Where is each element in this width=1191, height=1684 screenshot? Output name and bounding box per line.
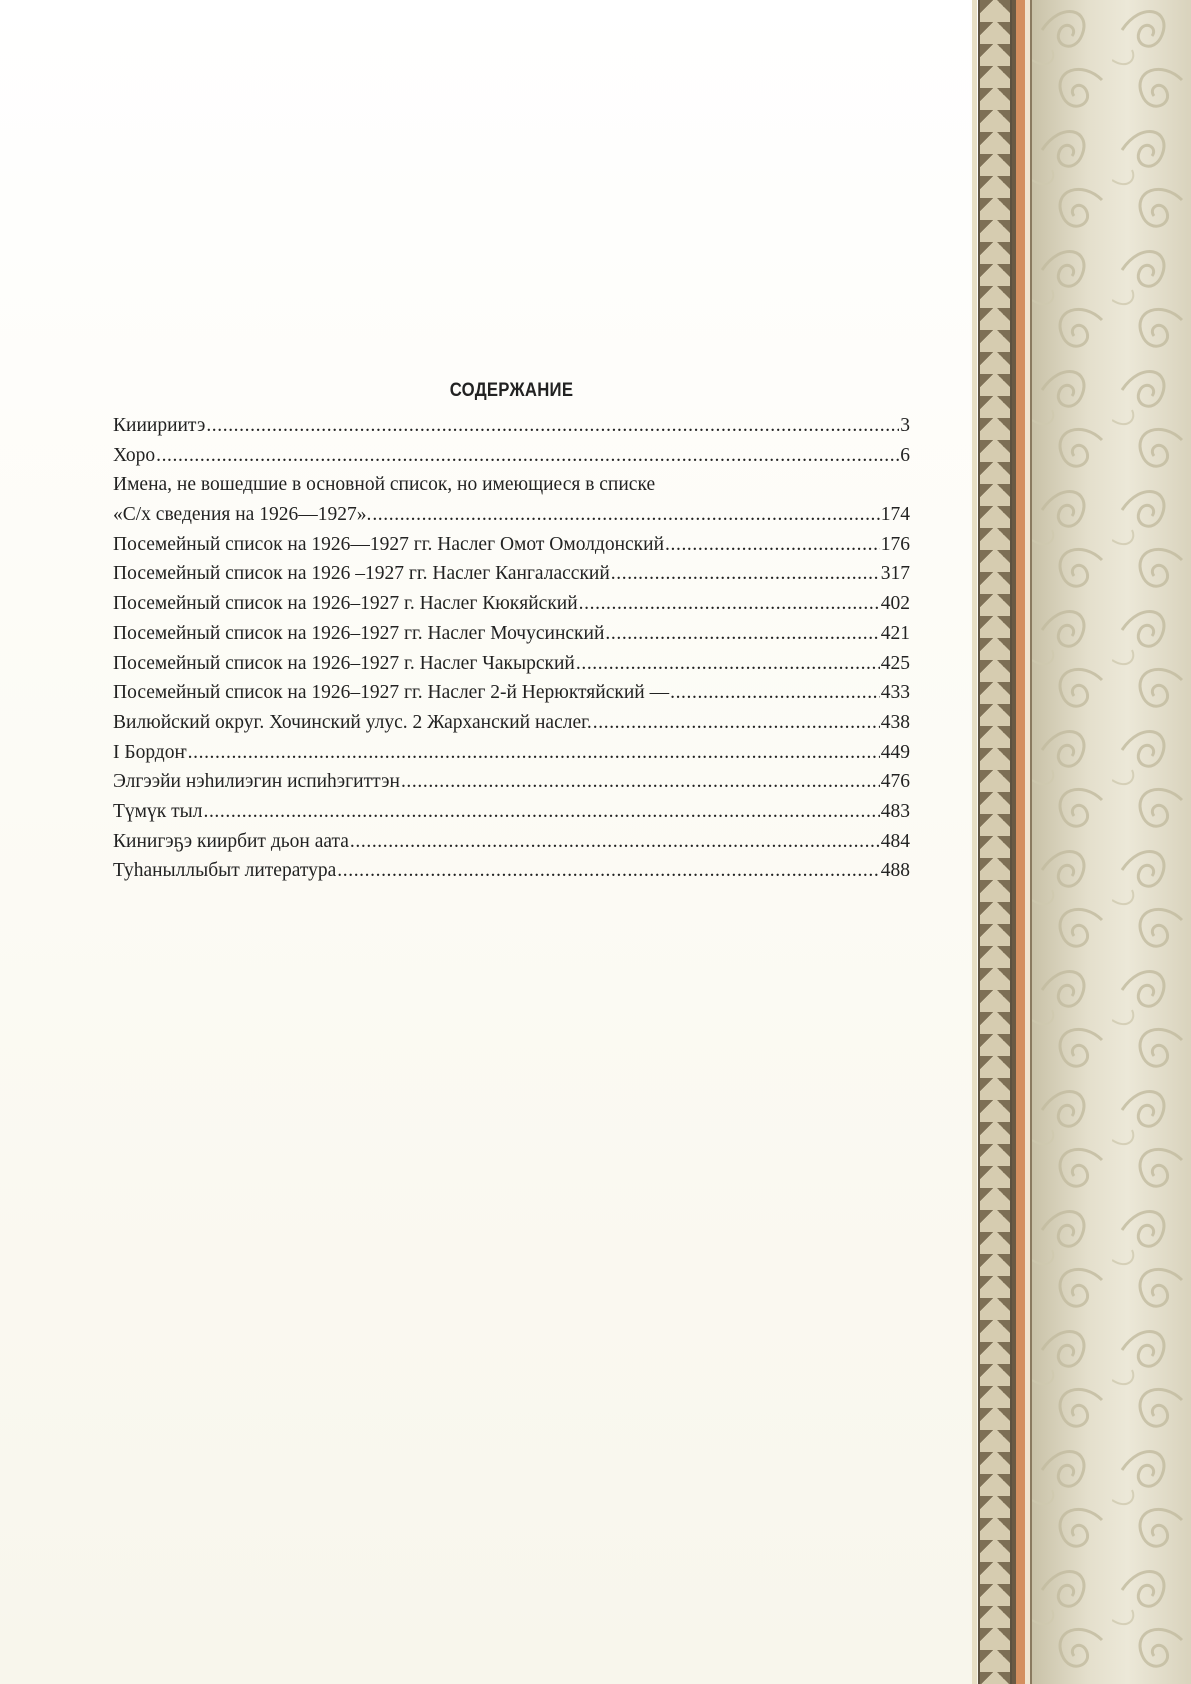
toc-entry[interactable] [113,678,910,708]
leader-dots [670,678,880,708]
toc-entry-label: I Бордоҥ [113,741,187,763]
toc-entry-label: Посемейный список на 1926–1927 г. Наслег Кюкяйский [113,593,578,615]
toc-entry[interactable] [113,559,910,589]
toc-entry-label: Посемейный список на 1926–1927 гг. Наслег 2-й Нерюктяйский — [113,682,670,704]
toc-entry[interactable] [113,619,910,649]
leader-dots [350,827,880,857]
toc-entry-page: 425 [880,652,910,674]
toc-entry-page: 6 [900,444,910,466]
leader-dots [156,441,899,471]
toc-entry[interactable] [113,767,910,797]
toc-entry[interactable] [113,441,910,471]
toc-entry[interactable] [113,589,910,619]
toc-entry-label: Посемейный список на 1926–1927 гг. Наслег Мочусинский [113,622,605,644]
toc-entry-page: 483 [880,800,910,822]
toc-entry-page: 433 [880,682,910,704]
toc-entry-label: Хоро [113,444,156,466]
toc-entry[interactable] [113,827,910,857]
toc-entry-label: Посемейный список на 1926—1927 гг. Наслег Омот Омолдонский [113,533,665,555]
toc-entry[interactable] [113,738,910,768]
toc-entry-page: 174 [880,504,910,526]
toc-entry-page: 488 [880,860,910,882]
toc-entry-page: 402 [880,593,910,615]
table-of-contents [113,411,910,886]
toc-entry[interactable] [113,470,910,529]
toc-entry[interactable] [113,708,910,738]
leader-dots [188,738,880,768]
leader-dots [579,589,880,619]
toc-entry[interactable] [113,856,910,886]
ornament-swirl-margin [1032,0,1191,1684]
toc-entry[interactable] [113,649,910,679]
toc-entry-label: Туһаныллыбыт литература [113,860,337,882]
toc-entry-label: Вилюйский округ. Хочинский улус. 2 Жарханский наслег. [113,711,592,733]
leader-dots [401,767,880,797]
toc-entry[interactable] [113,411,910,441]
ornament-zigzag-border [978,0,1012,1684]
leader-dots [337,856,879,886]
leader-dots [665,530,880,560]
toc-entry-page: 449 [880,741,910,763]
toc-entry-label: Кииириитэ [113,415,206,436]
leader-dots [605,619,879,649]
toc-entry-label: Элгээйи нэһилиэгин испиһэгиттэн [113,771,400,793]
toc-entry-label: «С/х сведения на 1926—1927». [113,504,372,526]
toc-entry-label: Посемейный список на 1926–1927 г. Наслег Чакырский [113,652,575,674]
toc-entry-page: 484 [880,830,910,852]
leader-dots [611,559,880,589]
toc-entry-page: 438 [880,711,910,733]
border-orange-stripe [1016,0,1025,1684]
border-light-strip [972,0,977,1684]
toc-entry-page: 476 [880,771,910,793]
toc-entry-label: Түмүк тыл [113,800,203,822]
toc-entry-page: 421 [880,622,910,644]
toc-entry[interactable] [113,530,910,560]
toc-entry[interactable] [113,797,910,827]
toc-entry-label-line1: Имена, не вошедшие в основной список, но имеющиеся в списке [113,474,656,496]
swirl-pattern-icon [1032,0,1191,1684]
toc-entry-label: Кинигэҕэ киирбит дьон аата [113,830,349,852]
toc-entry-page: 176 [880,533,910,555]
leader-dots [203,797,879,827]
leader-dots [576,649,880,679]
leader-dots [593,708,880,738]
toc-entry-page: 317 [880,563,910,585]
leader-dots [372,500,879,530]
toc-title: СОДЕРЖАНИЕ [449,380,574,401]
toc-entry-page: 3 [900,415,910,436]
leader-dots [206,411,899,441]
toc-entry-label: Посемейный список на 1926 –1927 гг. Наслег Кангаласский [113,563,610,585]
